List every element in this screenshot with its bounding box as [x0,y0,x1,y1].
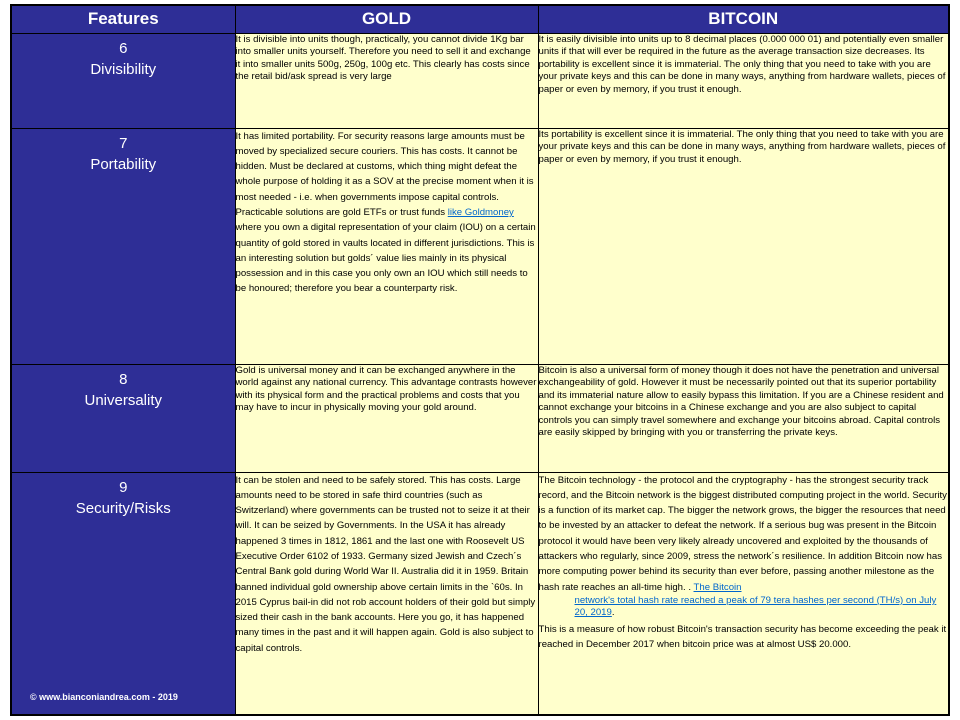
table-row-portability [11,128,949,364]
bitcoin-cell-universality: Bitcoin is also a universal form of money though it does not have the penetration and universal exchangeability of gold. However it must be necessarily pointed out that its superior portability and its immaterial nature allow to easily bypass this limitation. If you are a Chinese resident and cannot exchange your bitcoins in a Chinese exchange and you are also subject to capital controls you can simply travel somewhere and exchange your bitcoins abroad. Capital controls are easily skipped by bringing with you or transferring the private keys. [538,364,949,472]
copyright-notice: © www.bianconiandrea.com - 2019 [30,692,178,702]
feature-cell-security [11,472,235,715]
feature-label: Universality [84,391,163,409]
table-row-security [11,472,949,715]
bitcoin-security-paragraph-1 [539,473,949,595]
feature-number: 7 [119,134,128,152]
feature-cell-portability [11,128,235,364]
goldmoney-link[interactable]: like Goldmoney [447,206,514,218]
gold-cell-divisibility: It is divisible into units though, practically, you cannot divide 1Kg bar into smaller units yourself. Therefore you need to sell it and exchange it into smaller units 500g, 250g, 100g etc. This clearly has costs since the retail bid/ask spread is very large [235,33,538,128]
paragraph-text: The Bitcoin technology - the protocol and the cryptography - has the strongest security track record, and the Bitcoin network is the biggest distributed computing project in the world. Security is a function of its market cap. The bigger the network grows, the bigger the resources that need to be invested by an attacker to defeat the network. If a serious bug was present in the Bitcoin protocol it would have been very likely already uncovered and exploited by the thousands of attackers who regularly, since 2009, stress the network´s resilience. In addition Bitcoin now has more computing power behind its security than ever before, passing another milestone as the hash rate reaches an all-time high. . [538,474,947,593]
header-gold: GOLD [235,5,538,33]
gold-portability-paragraph-1: It has limited portability. For security reasons large amounts must be moved by specialized secure couriers. This has costs. It cannot be hidden. Must be declared at customs, which thing might defeat the whole purpose of holding it as a SOV at the precise moment when it is most needed - i.e. when governments impose capital controls. [235,130,534,203]
feature-label: Security/Risks [75,499,171,517]
table-row-divisibility [11,33,949,128]
comparison-table [10,4,950,716]
gold-cell-universality: Gold is universal money and it can be exchanged anywhere in the world against any national currency. This advantage contrasts however with its physical form and the practical problems and costs that you may have to incur in physically moving your gold around. [235,364,538,472]
feature-cell-divisibility [11,33,235,128]
paragraph-text: Practicable solutions are gold ETFs or trust funds [235,206,448,218]
gold-cell-portability [235,128,538,364]
hash-rate-link-start[interactable]: The Bitcoin [693,581,742,593]
gold-portability-paragraph-2 [236,205,538,297]
header-features: Features [11,5,235,33]
feature-label: Divisibility [90,60,157,78]
paragraph-text: where you own a digital representation of your claim (IOU) on a certain quantity of gold stored in vaults located in different jurisdictions. This is an interesting solution but golds´ value lies mainly in its physical possession and in this case you only own an IOU which still needs to be honoured; therefore you bear a counterparty risk. [235,222,536,295]
bitcoin-cell-portability: Its portability is excellent since it is immaterial. The only thing that you need to take with you are your private keys and this can be done in many ways, anything from hardware wallets, pieces of paper or even by memory, if you trust it enough. [538,128,949,364]
feature-number: 6 [119,39,128,57]
bitcoin-cell-security [538,472,949,715]
bitcoin-cell-divisibility: It is easily divisible into units up to 8 decimal places (0.000 000 01) and potentially even smaller units if that will ever be required in the future as the average transaction size decreases. Its portability is excellent since it is immaterial. The only thing that you need to take with you are your private keys and this can be done in many ways, anything from hardware wallets, pieces of paper or even by memory, if you trust it enough. [538,33,949,128]
period-text: . [611,606,615,618]
feature-cell-universality [11,364,235,472]
table-row-universality [11,364,949,472]
bitcoin-security-paragraph-2: This is a measure of how robust Bitcoin's transaction security has become exceeding the peak it reached in December 2017 when bitcoin price was at almost US$ 20.000. [538,623,947,651]
header-bitcoin: BITCOIN [538,5,949,33]
link-text: network's total hash rate reached a peak of 79 tera hashes per second (TH/s) on July 20, 2019 [574,594,937,618]
hash-rate-link[interactable] [575,595,937,618]
feature-number: 8 [119,370,128,388]
feature-label: Portability [90,155,157,173]
header-row [11,5,949,33]
hash-rate-link-paragraph [539,595,949,619]
feature-number: 9 [119,478,128,496]
gold-cell-security: It can be stolen and need to be safely stored. This has costs. Large amounts need to be stored in safe third countries (such as Switzerland) where governments can be trusted not to seize it at their will. It can be seized by Governments. In the USA it has already happened 3 times in 1812, 1861 and the last one with Roosevelt US Executive Order 6102 of 1933. Germany sized Jewish and Czech´s Central Bank gold during World War II. Australia did it in 1959. Britain banned individual gold ownership above certain limits in the `60s. In 2015 Cyprus bail-in did not rob account holders of their gold but simply sized their cash in the bank accounts. Here you go, it has happened many times in the past and it will happen again. Gold is also subject to capital controls. [235,472,538,715]
